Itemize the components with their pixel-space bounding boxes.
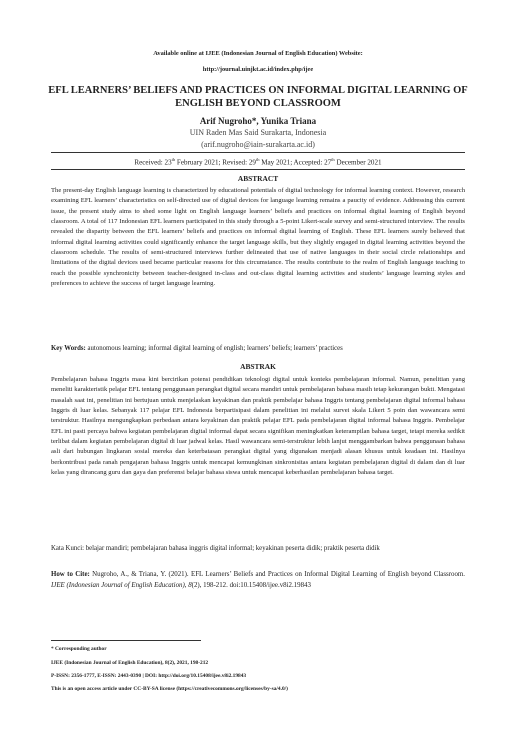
how-to-cite-label: How to Cite:	[51, 571, 90, 578]
author-email[interactable]: (arif.nugroho@iain-surakarta.ac.id)	[201, 140, 315, 149]
abstract-body: The present-day English language learning is characterized by educational potentials of digital technology for informal learning context. However, research examining EFL learners’ characteristics on self-directed use of digital devices for language learning remains a paucity of evidence. Addressing this current issue, the present study aims to shed some light on English language learners’ beliefs and practices on informal digital learning of English beyond classroom. A total of 117 Indonesian EFL learners participated in this study through a 5-point Likert-scale survey and semi-structured interview. The results revealed the disparity between the EFL learners’ beliefs and practices on informal digital learning of English. These EFL learners surely believed that informal digital learning activities could significantly enhance the target language skills, but they slightly engaged in digital learning activities beyond the classroom schedule. The results of semi-structured interviews further delineated that use of native languages in their social circle relationships and limitations of the digital devices used became particular reasons for this circumstance. The results contribute to the realm of English language teaching to reach the possible synchronicity between teacher-designed in-class and out-class digital learning activities and students’ language learning styles and preferences to achieve the success of target language learning.	[51, 187, 465, 288]
footnote-rule	[51, 640, 201, 641]
kata-kunci: Kata Kunci: belajar mandiri; pembelajaran bahasa inggris digital informal; keyakinan peserta didik; praktik peserta didik	[51, 545, 380, 552]
keywords-list: autonomous learning; informal digital learning of english; learners’ beliefs; learners’ practices	[85, 345, 343, 352]
abstrak-heading: ABSTRAK	[240, 362, 276, 371]
abstract-heading: ABSTRACT	[237, 174, 279, 183]
journal-availability-line: Available online at IJEE (Indonesian Journal of English Education) Website:	[153, 50, 363, 57]
dates-top-rule	[51, 152, 465, 153]
keywords	[51, 345, 465, 352]
corresponding-author-note: * Corresponding author	[51, 646, 107, 652]
how-to-cite: How to Cite: Nugroho, A., & Triana, Y. (2021). EFL Learners’ Beliefs and Practices on Informal Digital Learning of English beyond Classroom. IJEE (Indonesian Journal of English Education), 8(2), 198-212. doi:10.15408/ijee.v8i2.19843	[51, 571, 465, 589]
keywords-label: Key Words:	[51, 345, 86, 352]
submission-dates: Received: 23th February 2021; Revised: 29th May 2021; Accepted: 27th December 2021	[134, 157, 382, 167]
issn-doi-line[interactable]: P-ISSN: 2356-1777, E-ISSN: 2443-0390 | DOI: http://doi.org/10.15408/ijee.v8i2.19843	[51, 673, 247, 679]
author-affiliation: UIN Raden Mas Said Surakarta, Indonesia	[189, 128, 327, 137]
abstrak-body: Pembelajaran bahasa Inggris masa kini bercirikan potensi pendidikan teknologi digital untuk konteks pembelajaran informal. Namun, penelitian yang meneliti karakteristik pelajar EFL tentang penggunaan perangkat digital secara mandiri untuk pembelajaran bahasa masih tetap kekurangan bukti. Mengatasi masalah saat ini, penelitian ini bertujuan untuk menjelaskan keyakinan dan praktik pembelajar bahasa Inggris tentang pembelajaran digital informal bahasa Inggris di luar kelas. Sebanyak 117 pelajar EFL Indonesia berpartisipasi dalam penelitian ini melalui survei skala Likert 5 poin dan wawancara semi terstruktur. Hasilnya mengungkapkan perbedaan antara keyakinan dan praktik pelajar EFL pada pembelajaran digital informal bahasa Inggris. Pembelajar EFL ini pasti percaya bahwa kegiatan pembelajaran digital informal dapat secara signifikan meningkatkan keterampilan bahasa target, tetapi mereka sedikit terlibat dalam kegiatan pembelajaran digital di luar jadwal kelas. Hasil wawancara semi-terstruktur lebih lanjut menggambarkan bahwa penggunaan bahasa asli dari hubungan lingkaran sosial mereka dan keterbatasan perangkat digital yang digunakan menjadi alasan khusus untuk keadaan ini. Hasilnya berkontribusi pada ranah pengajaran bahasa Inggris untuk mencapai kemungkinan sinkronisitas antara kegiatan pembelajaran digital di dalam dan di luar kelas yang dirancang guru dan gaya dan preferensi belajar bahasa siswa untuk mencapai keberhasilan pembelajaran bahasa target.	[51, 376, 465, 477]
paper-authors: Arif Nugroho*, Yunika Triana	[199, 116, 317, 126]
journal-volume-line: IJEE (Indonesian Journal of English Education), 8(2), 2021, 198-212	[51, 660, 209, 666]
journal-website-link[interactable]: http://journal.uinjkt.ac.id/index.php/ijee	[202, 66, 314, 73]
paper-title: EFL LEARNERS’ BELIEFS AND PRACTICES ON INFORMAL DIGITAL LEARNING OF ENGLISH BEYOND CLASSROOM	[48, 85, 468, 109]
dates-bottom-rule	[51, 169, 465, 170]
license-line[interactable]: This is an open access article under CC-BY-SA license (https://creativecommons.org/licenses/by-sa/4.0/)	[51, 686, 288, 692]
